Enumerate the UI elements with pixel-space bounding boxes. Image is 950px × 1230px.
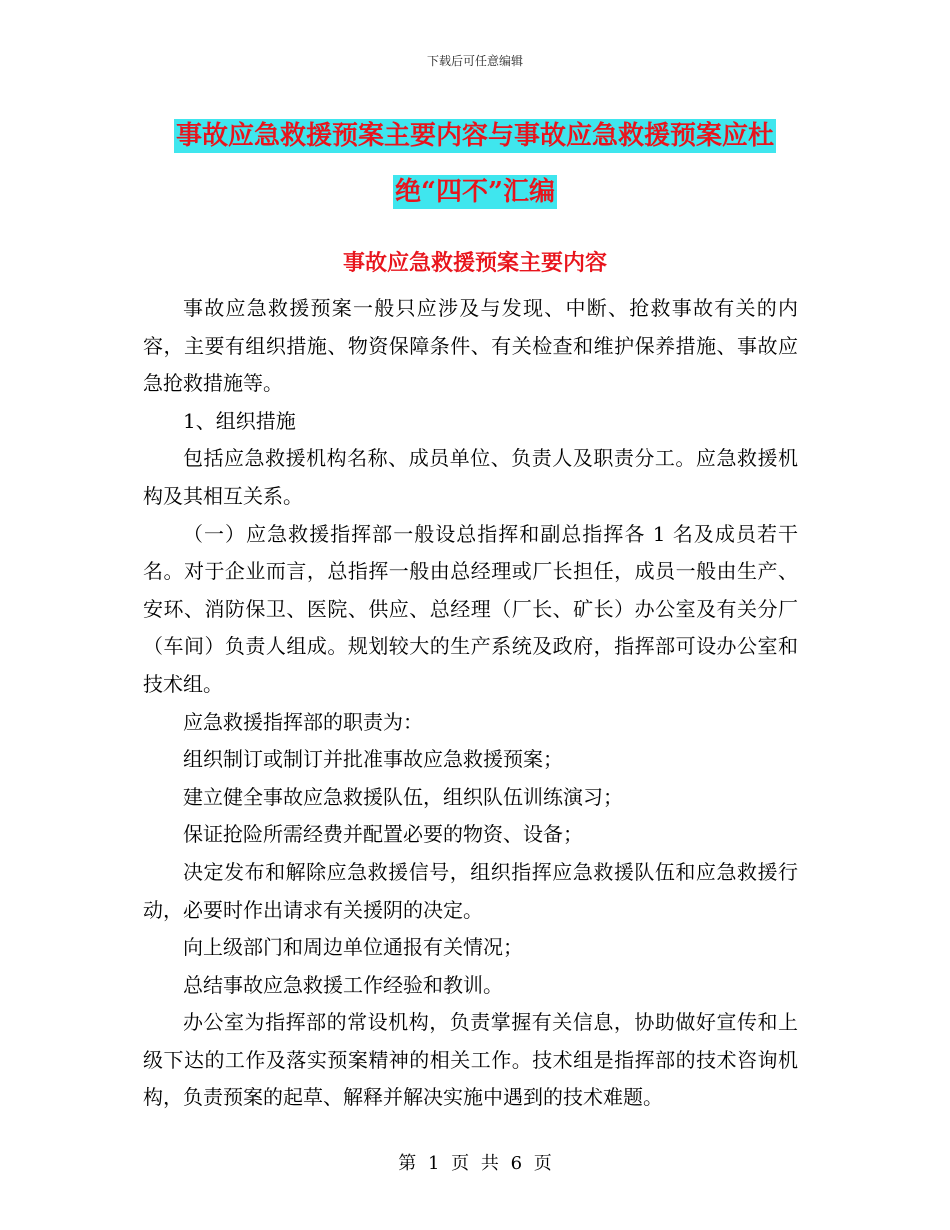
section-heading: 事故应急救援预案主要内容 (342, 250, 607, 276)
paragraph: 总结事故应急救援工作经验和教训。 (183, 972, 503, 997)
document-body (143, 290, 798, 1117)
paragraph: 保证抢险所需经费并配置必要的物资、设备； (183, 822, 583, 847)
paragraph: 办公室为指挥部的常设机构，负责掌握有关信息，协助做好宣传和上级下达的工作及落实预案精神的相关工作。技术组是指挥部的技术咨询机构，负责预案的起草、解释并解决实施中遇到的技术难题。 (143, 1010, 798, 1110)
paragraph: 事故应急救援预案一般只应涉及与发现、中断、抢救事故有关的内容，主要有组织措施、物资保障条件、有关检查和维护保养措施、事故应急抢救措施等。 (143, 296, 798, 396)
page-header-note: 下载后可任意编辑 (426, 54, 523, 68)
paragraph: 决定发布和解除应急救援信号，组织指挥应急救援队伍和应急救援行动，必要时作出请求有关援阴的决定。 (143, 859, 798, 922)
document-title-line-2: 绝“四不”汇编 (395, 177, 555, 207)
paragraph: 建立健全事故应急救援队伍，组织队伍训练演习； (183, 784, 623, 809)
document-title (140, 108, 810, 220)
paragraph: （一）应急救援指挥部一般设总指挥和副总指挥各 1 名及成员若干名。对于企业而言，总指挥一般由总经理或厂长担任，成员一般由生产、安环、消防保卫、医院、供应、总经理（厂长、矿长）办公室及有关分厂（车间）负责人组成。规划较大的生产系统及政府，指挥部可设办公室和技术组。 (143, 521, 798, 696)
paragraph: 应急救援指挥部的职责为： (183, 709, 423, 734)
paragraph: 向上级部门和周边单位通报有关情况； (183, 935, 523, 960)
paragraph: 组织制订或制订并批准事故应急救援预案； (183, 747, 563, 772)
page-number-footer: 第 1 页 共 6 页 (398, 1153, 552, 1174)
paragraph: 包括应急救援机构名称、成员单位、负责人及职责分工。应急救援机构及其相互关系。 (143, 446, 798, 508)
paragraph: 1、组织措施 (183, 408, 296, 433)
document-title-line-1: 事故应急救援预案主要内容与事故应急救援预案应杜 (175, 121, 774, 151)
